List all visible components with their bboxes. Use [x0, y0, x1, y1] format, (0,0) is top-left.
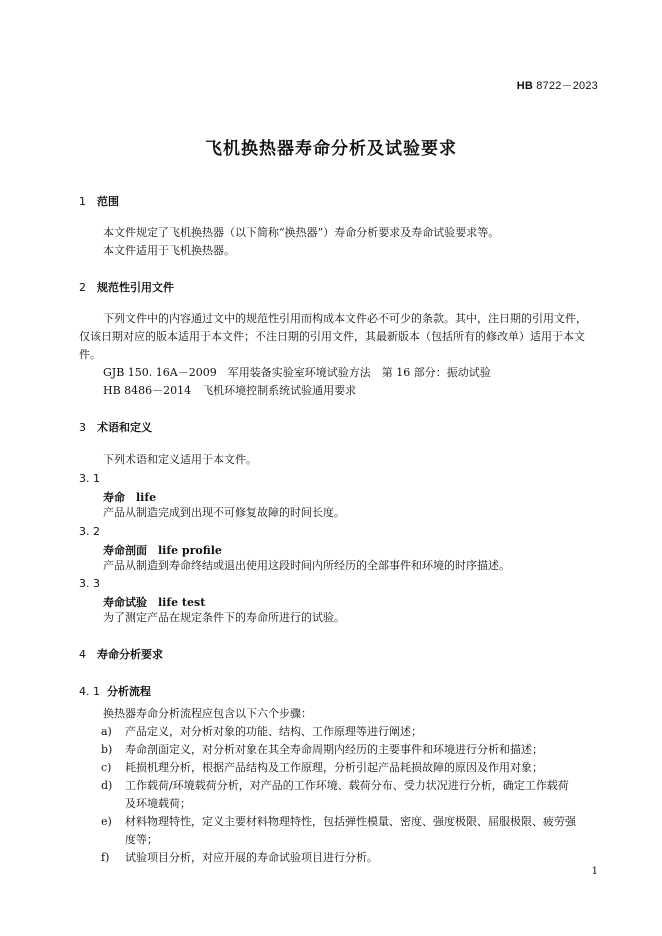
section-number: 4: [79, 648, 86, 661]
section-number: 2: [79, 281, 86, 294]
list-marker: f): [101, 851, 110, 864]
term-definition: 产品从制造到寿命终结或退出使用这段时间内所经历的全部事件和环境的时序描述。: [103, 559, 510, 572]
section-title: 规范性引用文件: [97, 281, 174, 294]
term-name: 寿命剖面 life profile: [103, 544, 222, 557]
section-2-paragraph-line-2: 仅该日期对应的版本适用于本文件；不注日期的引用文件，其最新版本（包括所有的修改单）适用于本文: [79, 330, 585, 343]
section-2-heading: [79, 279, 174, 295]
term-number: 3. 2: [79, 525, 100, 538]
term-number: 3. 1: [79, 472, 100, 485]
list-text-line-1: 工作载荷/环境载荷分析，对产品的工作环境、载荷分布、受力状况进行分析，确定工作载荷: [125, 779, 569, 792]
standard-code-prefix: HB: [516, 80, 533, 92]
section-title: 术语和定义: [97, 421, 152, 434]
list-text: 产品定义，对分析对象的功能、结构、工作原理等进行阐述；: [125, 725, 422, 738]
normative-reference-2: HB 8486－2014 飞机环境控制系统试验通用要求: [103, 384, 357, 397]
section-1-paragraph-1: 本文件规定了飞机换热器（以下简称“换热器”）寿命分析要求及寿命试验要求等。: [103, 226, 500, 239]
list-text: 寿命剖面定义，对分析对象在其全寿命周期内经历的主要事件和环境进行分析和描述；: [125, 743, 543, 756]
analysis-flow-intro: 换热器寿命分析流程应包含以下六个步骤：: [103, 707, 312, 720]
list-text: [125, 813, 599, 849]
section-1-heading: [79, 193, 119, 209]
standard-code: [517, 77, 598, 93]
list-text: 耗损机理分析，根据产品结构及工作原理，分析引起产品耗损故障的原因及作用对象；: [125, 761, 543, 774]
list-text: [125, 777, 599, 813]
section-4-heading: [79, 646, 163, 662]
term-name: 寿命试验 life test: [103, 596, 206, 609]
list-marker: d): [101, 779, 113, 792]
subsection-title: 分析流程: [107, 685, 151, 698]
section-4-1-heading: [79, 683, 151, 699]
list-text-line-2: 及环境载荷；: [125, 797, 191, 810]
document-title: 飞机换热器寿命分析及试验要求: [205, 139, 457, 159]
list-text-line-1: 材料物理特性，定义主要材料物理特性，包括弹性模量、密度、强度极限、屈服极限、疲劳强: [125, 815, 576, 828]
list-text: 试验项目分析，对应开展的寿命试验项目进行分析。: [125, 851, 378, 864]
term-name: 寿命 life: [103, 491, 157, 504]
list-marker: a): [101, 725, 112, 738]
term-number: 3. 3: [79, 577, 100, 590]
term-definition: 产品从制造完成到出现不可修复故障的时间长度。: [103, 506, 345, 519]
list-text-line-2: 度等；: [125, 833, 158, 846]
section-title: 寿命分析要求: [97, 648, 163, 661]
list-marker: b): [101, 743, 113, 756]
section-3-intro: 下列术语和定义适用于本文件。: [103, 453, 257, 466]
section-3-heading: [79, 419, 152, 435]
section-title: 范围: [97, 195, 119, 208]
term-definition: 为了测定产品在规定条件下的寿命所进行的试验。: [103, 611, 345, 624]
normative-reference-1: GJB 150. 16A－2009 军用装备实验室环境试验方法 第 16 部分：振动试验: [103, 366, 491, 379]
section-number: 3: [79, 421, 86, 434]
list-marker: c): [101, 761, 112, 774]
standard-code-number: 8722－2023: [533, 80, 598, 92]
section-2-paragraph-line-1: 下列文件中的内容通过文中的规范性引用而构成本文件必不可少的条款。其中，注日期的引用文件，: [103, 312, 587, 325]
subsection-number: 4. 1: [79, 685, 100, 698]
section-1-paragraph-2: 本文件适用于飞机换热器。: [103, 244, 235, 257]
list-marker: e): [101, 815, 112, 828]
page-number: 1: [591, 866, 598, 877]
section-2-paragraph-line-3: 件。: [79, 348, 101, 361]
section-number: 1: [79, 195, 86, 208]
